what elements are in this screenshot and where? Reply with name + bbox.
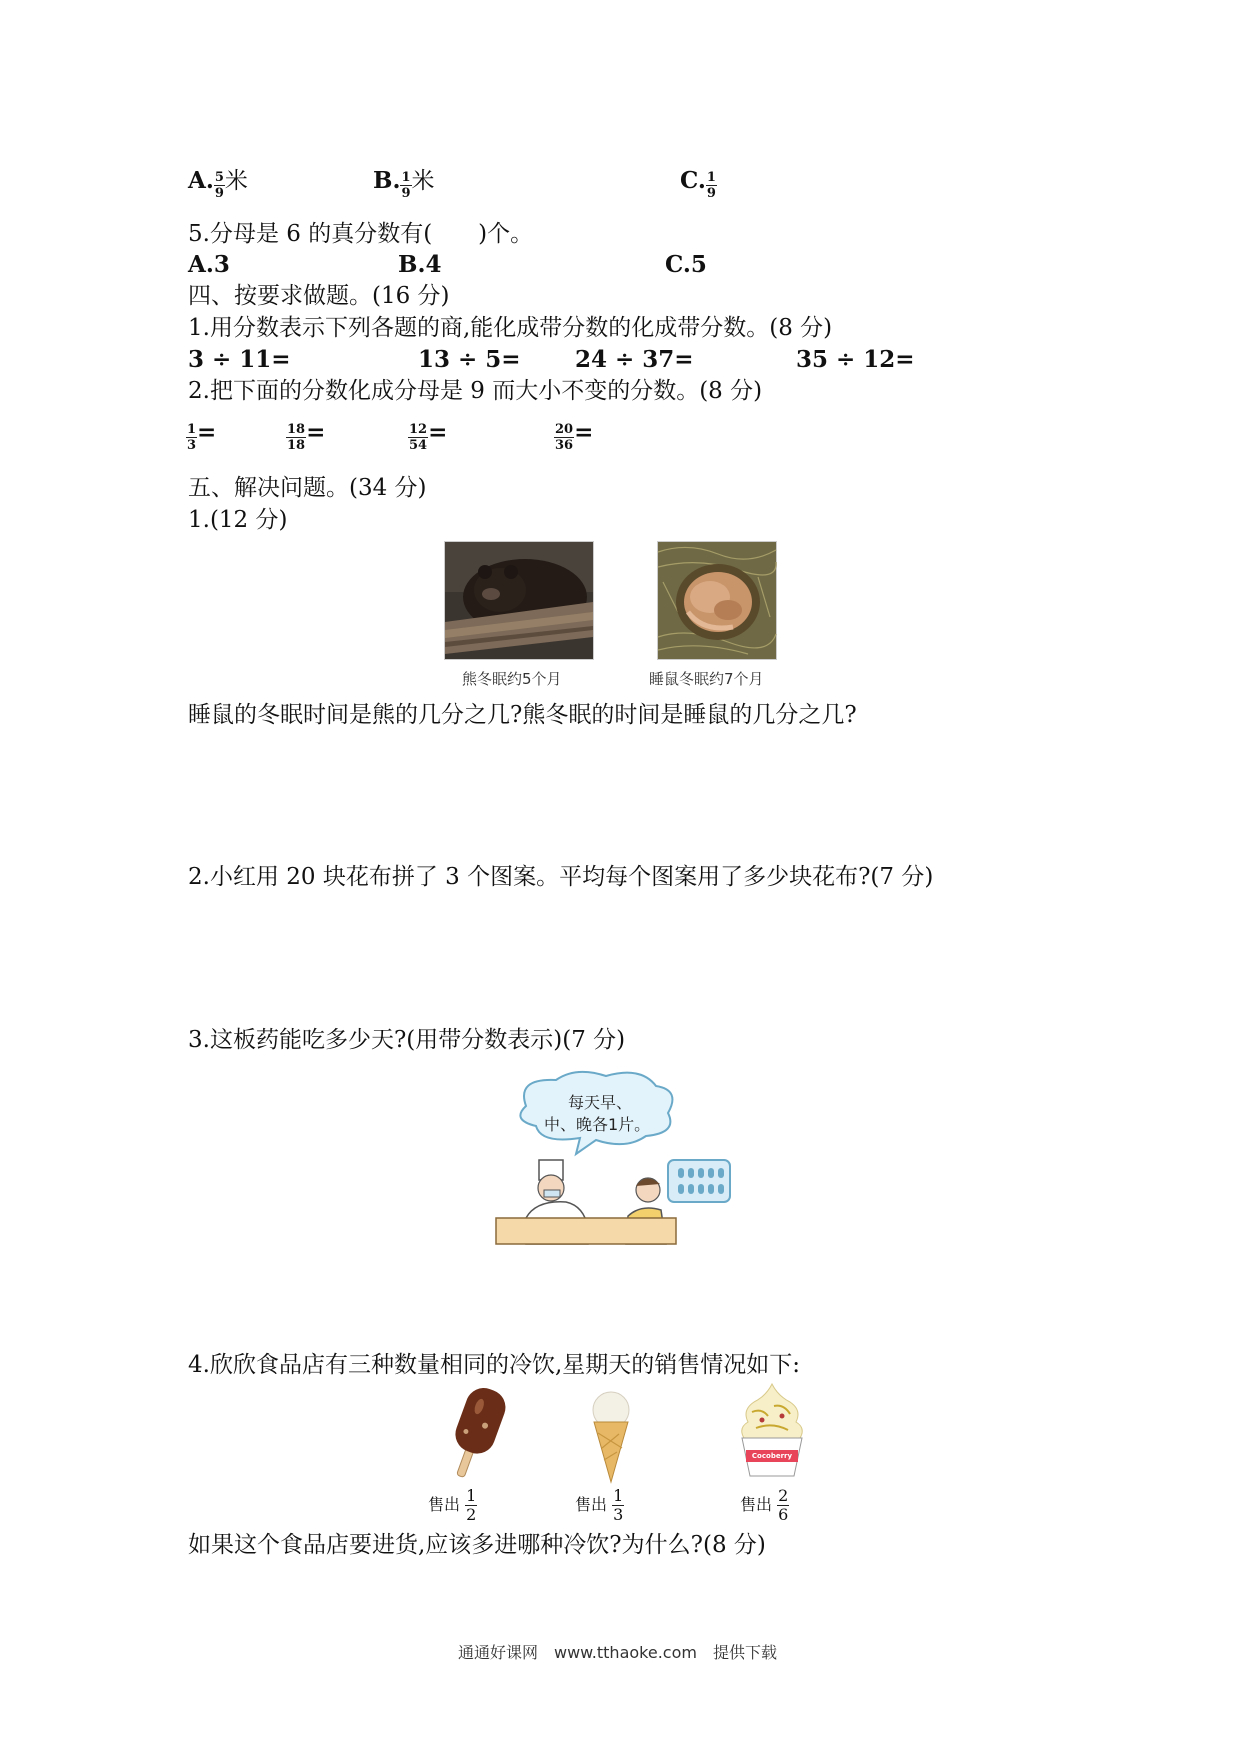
ice-cream-cone-image <box>586 1388 636 1483</box>
division-3: 24 ÷ 37= <box>575 346 694 373</box>
doctor-illustration <box>496 1068 736 1244</box>
section-5-question-3: 3.这板药能吃多少天?(用带分数表示)(7 分) <box>188 1027 626 1053</box>
section-5-question-1-text: 睡鼠的冬眠时间是熊的几分之几?熊冬眠的时间是睡鼠的几分之几? <box>188 702 857 728</box>
bear-photo <box>444 541 594 660</box>
question-5: 5.分母是 6 的真分数有( )个。 <box>188 221 534 247</box>
frozen-yogurt-cup-image <box>732 1380 812 1480</box>
dormouse-photo <box>657 541 777 660</box>
footer: 通通好课网 www.tthaoke.com 提供下载 <box>458 1643 777 1662</box>
section-4-question-2: 2.把下面的分数化成分母是 9 而大小不变的分数。(8 分) <box>188 378 763 404</box>
ice-cream-bar-image <box>436 1383 516 1483</box>
option-c-label: C. <box>680 167 706 194</box>
speech-bubble-line-2: 中、晚各1片。 <box>544 1115 651 1134</box>
caption-dormouse: 睡鼠冬眠约7个月 <box>649 670 764 688</box>
section-4-title: 四、按要求做题。(16 分) <box>188 283 450 309</box>
fraction-item-3: $\frac{12}{54}$ = <box>409 419 448 453</box>
cup-brand-label: Cocoberry <box>751 1452 793 1460</box>
option-a-label: A. <box>188 167 214 194</box>
section-5-question-1-label: 1.(12 分) <box>188 507 288 533</box>
option-a-unit: 米 <box>224 168 248 194</box>
option-b-unit: 米 <box>411 168 435 194</box>
fraction-item-4: $\frac{20}{36}$ = <box>555 419 594 453</box>
fraction-item-1: $\frac{1}{3}$ = <box>187 419 217 453</box>
question-5-option-b: B.4 <box>398 251 442 278</box>
division-1: 3 ÷ 11= <box>188 346 291 373</box>
division-2: 13 ÷ 5= <box>418 346 521 373</box>
question-5-option-a: A.3 <box>188 251 230 278</box>
section-5-question-2: 2.小红用 20 块花布拼了 3 个图案。平均每个图案用了多少块花布?(7 分) <box>188 864 934 890</box>
sold-label-1: 售出 $\frac{1}{2}$ <box>428 1486 477 1524</box>
fraction-item-2: $\frac{18}{18}$ = <box>287 419 326 453</box>
option-a-fraction: $\frac{5}{9}$ <box>214 170 224 201</box>
option-b-label: B. <box>373 167 401 194</box>
question-5-option-c: C.5 <box>665 251 707 278</box>
sold-label-2: 售出 $\frac{1}{3}$ <box>575 1486 624 1524</box>
option-c <box>680 166 717 201</box>
division-4: 35 ÷ 12= <box>796 346 915 373</box>
section-4-question-1: 1.用分数表示下列各题的商,能化成带分数的化成带分数。(8 分) <box>188 315 833 341</box>
option-a <box>188 166 248 201</box>
option-b-fraction: $\frac{1}{9}$ <box>401 170 411 201</box>
speech-bubble-line-1: 每天早、 <box>568 1093 633 1112</box>
option-b <box>373 166 435 201</box>
section-5-question-4: 4.欣欣食品店有三种数量相同的冷饮,星期天的销售情况如下: <box>188 1352 801 1378</box>
option-c-fraction: $\frac{1}{9}$ <box>706 170 716 201</box>
section-5-title: 五、解决问题。(34 分) <box>188 475 427 501</box>
sold-label-3: 售出 $\frac{2}{6}$ <box>740 1486 789 1524</box>
section-5-question-4-question: 如果这个食品店要进货,应该多进哪种冷饮?为什么?(8 分) <box>188 1532 766 1558</box>
caption-bear: 熊冬眠约5个月 <box>462 670 562 688</box>
